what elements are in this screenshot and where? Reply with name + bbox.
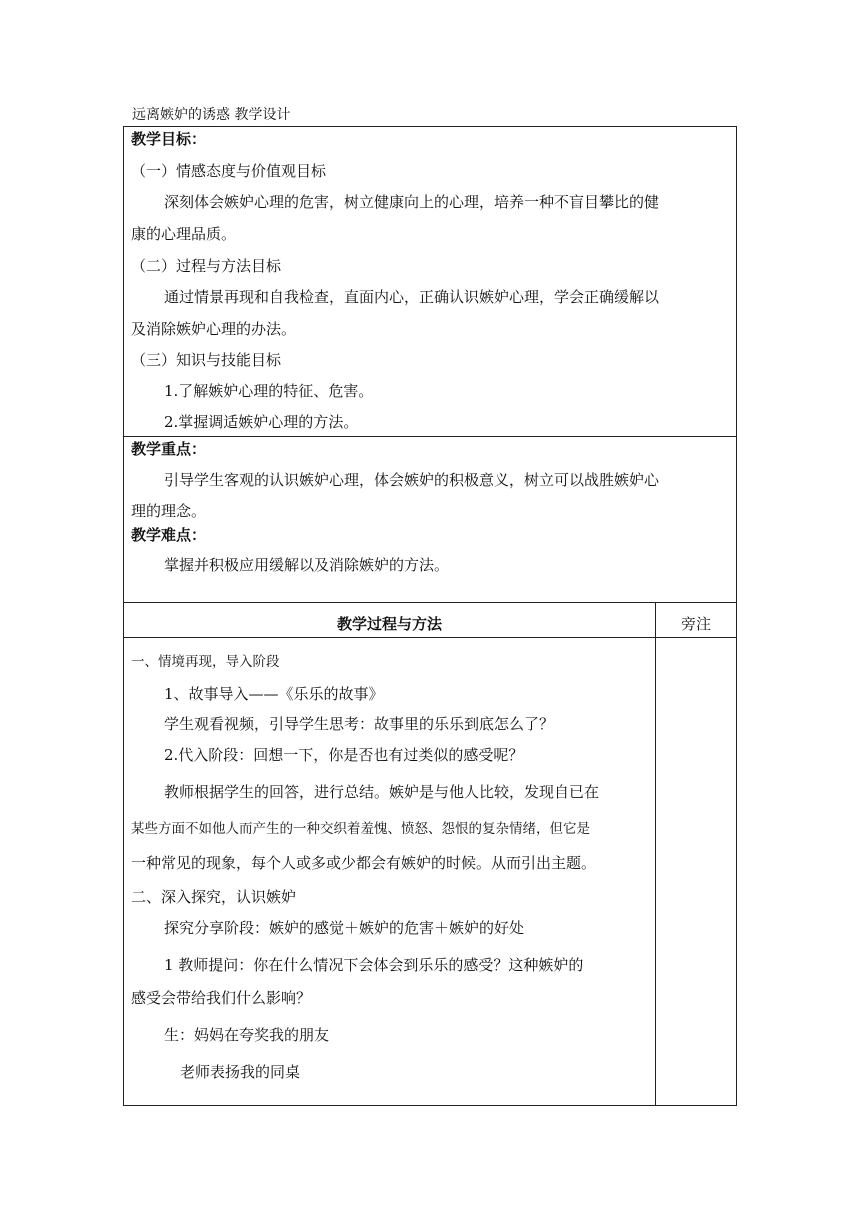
row-divider-key-points bbox=[124, 602, 736, 603]
section-2-para-1: 探究分享阶段：嫉妒的感觉＋嫉妒的危害＋嫉妒的好处 bbox=[164, 919, 525, 937]
student-answer-2: 老师表扬我的同桌 bbox=[180, 1063, 301, 1081]
process-column-header: 教学过程与方法 bbox=[336, 615, 442, 633]
section-1-summary-2: 某些方面不如他人而产生的一种交织着羞愧、愤怒、怨恨的复杂情绪，但它是 bbox=[131, 821, 590, 837]
emotion-goal-heading: （一）情感态度与价值观目标 bbox=[131, 162, 327, 180]
difficulties-text-1: 掌握并积极应用缓解以及消除嫉妒的方法。 bbox=[164, 556, 450, 574]
section-2-question-2: 感受会带给我们什么影响？ bbox=[131, 989, 312, 1007]
section-2-question-1: 1 教师提问：你在什么情况下会体会到乐乐的感受？这种嫉妒的 bbox=[164, 956, 584, 974]
key-points-heading: 教学重点： bbox=[131, 440, 207, 458]
knowledge-goal-item-2: 2.掌握调适嫉妒心理的方法。 bbox=[164, 413, 359, 431]
student-answer-1: 生：妈妈在夸奖我的朋友 bbox=[164, 1026, 330, 1044]
side-note-column-header: 旁注 bbox=[680, 615, 711, 633]
process-goal-text-2: 及消除嫉妒心理的办法。 bbox=[131, 320, 297, 338]
process-goal-heading: （二）过程与方法目标 bbox=[131, 257, 282, 275]
row-divider-header bbox=[124, 637, 736, 638]
section-1-para-2: 学生观看视频，引导学生思考：故事里的乐乐到底怎么了？ bbox=[164, 715, 555, 733]
section-1-para-1: 1、故事导入——《乐乐的故事》 bbox=[164, 685, 384, 703]
objectives-heading: 教学目标： bbox=[131, 130, 207, 148]
section-1-para-3: 2.代入阶段：回想一下，你是否也有过类似的感受呢？ bbox=[164, 746, 524, 764]
section-1-summary-1: 教师根据学生的回答，进行总结。嫉妒是与他人比较，发现自已在 bbox=[164, 783, 600, 801]
column-divider bbox=[655, 602, 656, 1105]
key-points-text-1: 引导学生客观的认识嫉妒心理，体会嫉妒的积极意义，树立可以战胜嫉妒心 bbox=[164, 471, 660, 489]
key-points-text-2: 理的理念。 bbox=[131, 502, 207, 520]
emotion-goal-text-1: 深刻体会嫉妒心理的危害，树立健康向上的心理，培养一种不盲目攀比的健 bbox=[164, 193, 660, 211]
document-title: 远离嫉妒的诱惑 教学设计 bbox=[132, 107, 291, 123]
process-goal-text-1: 通过情景再现和自我检查，直面内心，正确认识嫉妒心理，学会正确缓解以 bbox=[164, 288, 660, 306]
knowledge-goal-heading: （三）知识与技能目标 bbox=[131, 351, 282, 369]
row-divider-objectives bbox=[124, 436, 736, 437]
section-1-summary-3: 一种常见的现象，每个人或多或少都会有嫉妒的时候。从而引出主题。 bbox=[131, 854, 597, 872]
difficulties-heading: 教学难点： bbox=[131, 526, 207, 544]
section-2-heading: 二、深入探究，认识嫉妒 bbox=[131, 888, 297, 906]
knowledge-goal-item-1: 1.了解嫉妒心理的特征、危害。 bbox=[164, 382, 374, 400]
emotion-goal-text-2: 康的心理品质。 bbox=[131, 225, 237, 243]
section-1-heading: 一、情境再现，导入阶段 bbox=[131, 654, 280, 670]
lesson-plan-table bbox=[123, 126, 737, 1106]
